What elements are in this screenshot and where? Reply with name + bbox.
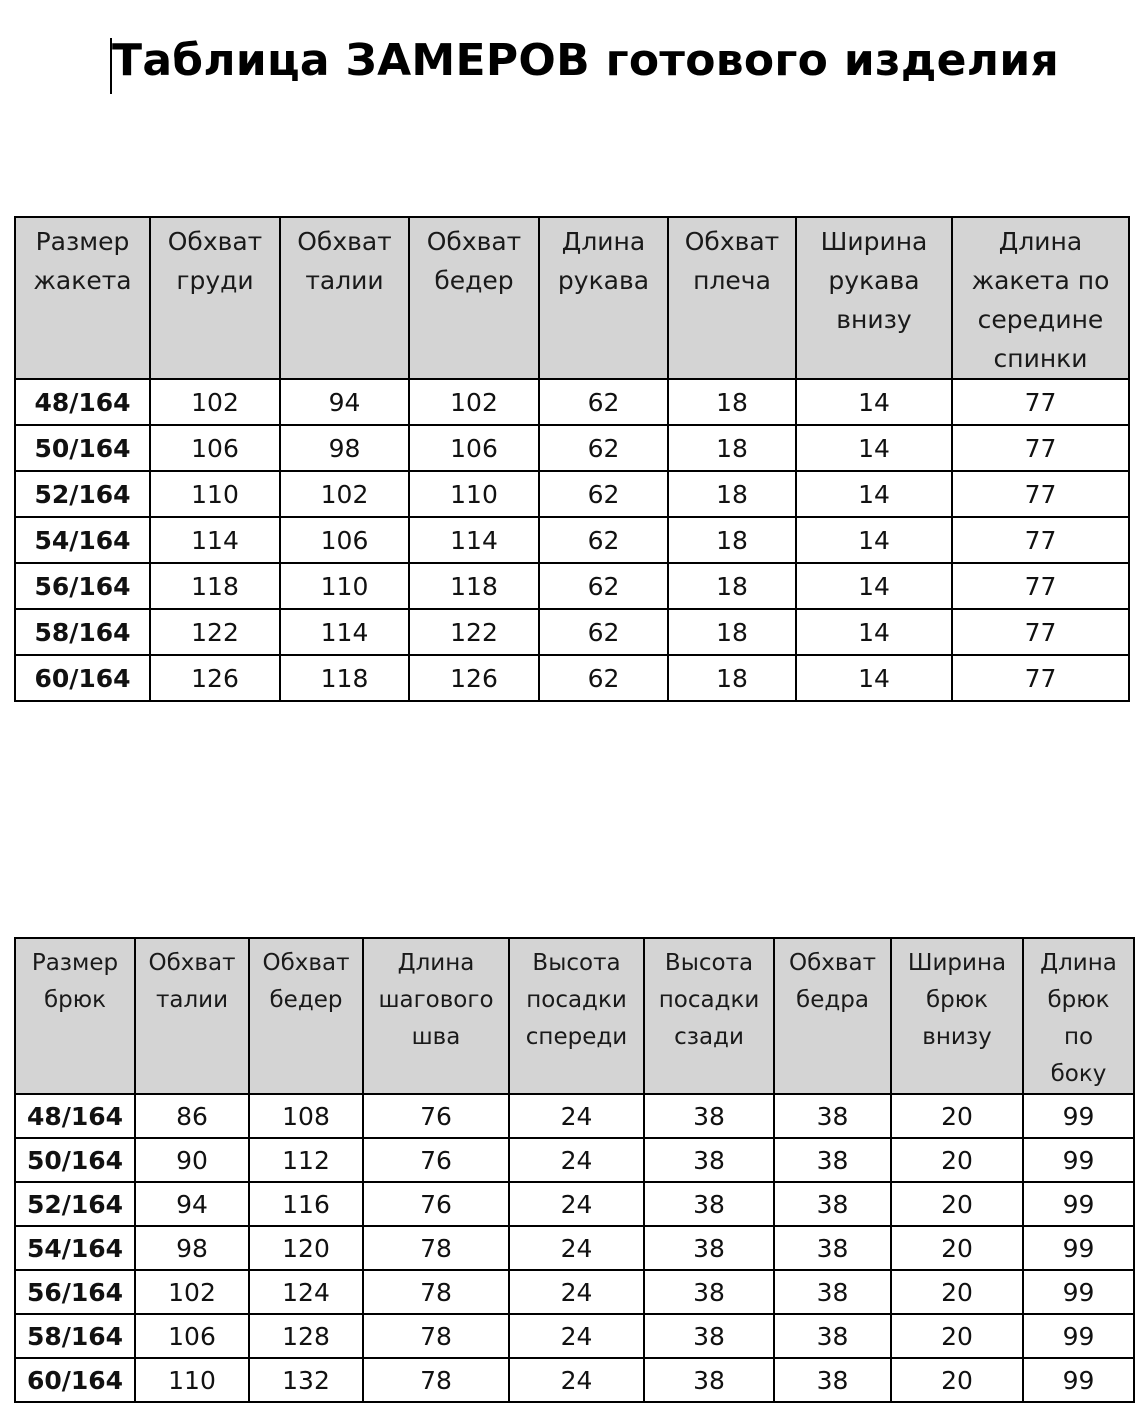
jacket-measurements-table bbox=[14, 216, 1130, 702]
table-cell: 77 bbox=[952, 655, 1129, 701]
column-header-label: по bbox=[1063, 1024, 1094, 1050]
table-cell: 14 bbox=[796, 425, 952, 471]
table-cell: 38 bbox=[774, 1314, 891, 1358]
table-cell: 18 bbox=[668, 471, 796, 517]
table-cell: 102 bbox=[409, 379, 539, 425]
table-cell: 126 bbox=[150, 655, 280, 701]
column-header-label: плеча bbox=[693, 266, 771, 295]
table-cell: 38 bbox=[644, 1138, 774, 1182]
table-cell: 18 bbox=[668, 425, 796, 471]
trousers-column-header bbox=[891, 938, 1023, 1094]
table-cell: 116 bbox=[249, 1182, 363, 1226]
trousers-column-header bbox=[363, 938, 509, 1094]
column-header-label: Ширина bbox=[907, 950, 1007, 976]
table-cell: 120 bbox=[249, 1226, 363, 1270]
table-cell: 14 bbox=[796, 655, 952, 701]
trousers-table-body bbox=[15, 1094, 1134, 1402]
table-cell: 38 bbox=[774, 1226, 891, 1270]
column-header-label: спереди bbox=[525, 1024, 628, 1050]
table-cell: 38 bbox=[774, 1094, 891, 1138]
table-cell: 118 bbox=[280, 655, 409, 701]
table-cell: 18 bbox=[668, 563, 796, 609]
table-cell: 38 bbox=[774, 1182, 891, 1226]
column-header-label: талии bbox=[305, 266, 384, 295]
column-header-label: Обхват bbox=[262, 950, 350, 976]
column-header-label: Обхват bbox=[297, 227, 392, 256]
table-cell: 20 bbox=[891, 1358, 1023, 1402]
column-header-label: рукава bbox=[557, 266, 650, 295]
column-header-label: брюк bbox=[1047, 987, 1110, 1013]
column-header-label: бедер bbox=[434, 266, 514, 295]
jacket-header-row bbox=[15, 217, 1129, 379]
column-header-label: Обхват bbox=[684, 227, 780, 256]
trousers-column-header bbox=[644, 938, 774, 1094]
size-cell: 48/164 bbox=[15, 1094, 135, 1138]
column-header-label: брюк bbox=[43, 987, 107, 1013]
trousers-column-header bbox=[774, 938, 891, 1094]
table-cell: 77 bbox=[952, 563, 1129, 609]
column-header-label: Длина bbox=[397, 950, 475, 976]
table-cell: 110 bbox=[409, 471, 539, 517]
table-cell: 38 bbox=[774, 1138, 891, 1182]
table-cell: 62 bbox=[539, 425, 668, 471]
trousers-table-header bbox=[15, 938, 1134, 1094]
table-cell: 24 bbox=[509, 1314, 644, 1358]
table-cell: 76 bbox=[363, 1182, 509, 1226]
table-cell: 77 bbox=[952, 379, 1129, 425]
table-cell: 18 bbox=[668, 655, 796, 701]
size-cell: 52/164 bbox=[15, 1182, 135, 1226]
table-cell: 38 bbox=[644, 1226, 774, 1270]
table-cell: 106 bbox=[280, 517, 409, 563]
column-header-label: Длина bbox=[561, 227, 646, 256]
size-cell: 58/164 bbox=[15, 609, 150, 655]
table-cell: 78 bbox=[363, 1226, 509, 1270]
table-row bbox=[15, 1226, 1134, 1270]
trousers-column-header bbox=[15, 938, 135, 1094]
column-header-label: внизу bbox=[836, 305, 912, 334]
column-header-label: середине bbox=[977, 305, 1104, 334]
table-cell: 38 bbox=[644, 1314, 774, 1358]
table-cell: 78 bbox=[363, 1270, 509, 1314]
table-cell: 62 bbox=[539, 517, 668, 563]
column-header-label: посадки bbox=[658, 987, 760, 1013]
column-header-label: груди bbox=[176, 266, 254, 295]
table-row bbox=[15, 1138, 1134, 1182]
trousers-column-header bbox=[135, 938, 249, 1094]
size-cell: 48/164 bbox=[15, 379, 150, 425]
table-cell: 38 bbox=[774, 1270, 891, 1314]
table-row bbox=[15, 563, 1129, 609]
size-cell: 50/164 bbox=[15, 1138, 135, 1182]
column-header-label: жакета по bbox=[971, 266, 1110, 295]
table-cell: 94 bbox=[135, 1182, 249, 1226]
table-cell: 18 bbox=[668, 517, 796, 563]
table-cell: 24 bbox=[509, 1182, 644, 1226]
table-cell: 94 bbox=[280, 379, 409, 425]
table-cell: 122 bbox=[409, 609, 539, 655]
table-cell: 118 bbox=[150, 563, 280, 609]
table-row bbox=[15, 1094, 1134, 1138]
column-header-label: жакета bbox=[33, 266, 132, 295]
table-cell: 99 bbox=[1023, 1182, 1134, 1226]
table-cell: 114 bbox=[409, 517, 539, 563]
column-header-label: шва bbox=[411, 1024, 461, 1050]
table-cell: 99 bbox=[1023, 1358, 1134, 1402]
table-cell: 14 bbox=[796, 517, 952, 563]
table-cell: 78 bbox=[363, 1314, 509, 1358]
trousers-column-header bbox=[509, 938, 644, 1094]
column-header-label: Длина bbox=[1040, 950, 1117, 976]
column-header-label: сзади bbox=[674, 1024, 744, 1050]
jacket-column-header bbox=[15, 217, 150, 379]
size-cell: 60/164 bbox=[15, 1358, 135, 1402]
column-header-label: внизу bbox=[922, 1024, 992, 1050]
table-cell: 62 bbox=[539, 379, 668, 425]
column-header-label: Ширина bbox=[820, 227, 928, 256]
size-cell: 52/164 bbox=[15, 471, 150, 517]
table-row bbox=[15, 425, 1129, 471]
table-cell: 99 bbox=[1023, 1226, 1134, 1270]
table-cell: 86 bbox=[135, 1094, 249, 1138]
table-row bbox=[15, 1314, 1134, 1358]
column-header-label: шагового bbox=[378, 987, 494, 1013]
column-header-label: Размер bbox=[35, 227, 130, 256]
jacket-column-header bbox=[796, 217, 952, 379]
jacket-column-header bbox=[150, 217, 280, 379]
table-row bbox=[15, 1358, 1134, 1402]
jacket-column-header bbox=[280, 217, 409, 379]
table-cell: 76 bbox=[363, 1138, 509, 1182]
table-cell: 20 bbox=[891, 1314, 1023, 1358]
column-header-label: боку bbox=[1050, 1061, 1107, 1087]
table-cell: 118 bbox=[409, 563, 539, 609]
table-cell: 24 bbox=[509, 1138, 644, 1182]
column-header-label: Обхват bbox=[789, 950, 876, 976]
table-cell: 77 bbox=[952, 609, 1129, 655]
table-cell: 106 bbox=[150, 425, 280, 471]
table-cell: 14 bbox=[796, 379, 952, 425]
table-cell: 102 bbox=[150, 379, 280, 425]
table-cell: 77 bbox=[952, 517, 1129, 563]
size-cell: 56/164 bbox=[15, 563, 150, 609]
size-cell: 58/164 bbox=[15, 1314, 135, 1358]
table-cell: 108 bbox=[249, 1094, 363, 1138]
column-header-label: спинки bbox=[993, 344, 1088, 373]
table-cell: 99 bbox=[1023, 1314, 1134, 1358]
table-cell: 24 bbox=[509, 1358, 644, 1402]
table-row bbox=[15, 1270, 1134, 1314]
table-cell: 110 bbox=[150, 471, 280, 517]
table-cell: 99 bbox=[1023, 1270, 1134, 1314]
table-cell: 110 bbox=[280, 563, 409, 609]
table-cell: 112 bbox=[249, 1138, 363, 1182]
table-cell: 20 bbox=[891, 1094, 1023, 1138]
table-cell: 90 bbox=[135, 1138, 249, 1182]
table-cell: 20 bbox=[891, 1226, 1023, 1270]
jacket-column-header bbox=[952, 217, 1129, 379]
table-cell: 38 bbox=[644, 1270, 774, 1314]
table-row bbox=[15, 517, 1129, 563]
table-cell: 62 bbox=[539, 609, 668, 655]
table-cell: 99 bbox=[1023, 1094, 1134, 1138]
table-row bbox=[15, 379, 1129, 425]
table-cell: 99 bbox=[1023, 1138, 1134, 1182]
table-cell: 106 bbox=[135, 1314, 249, 1358]
table-cell: 62 bbox=[539, 655, 668, 701]
column-header-label: Высота bbox=[664, 950, 754, 976]
size-cell: 60/164 bbox=[15, 655, 150, 701]
table-cell: 62 bbox=[539, 563, 668, 609]
size-cell: 54/164 bbox=[15, 1226, 135, 1270]
column-header-label: посадки bbox=[526, 987, 627, 1013]
table-cell: 98 bbox=[135, 1226, 249, 1270]
size-cell: 56/164 bbox=[15, 1270, 135, 1314]
table-cell: 122 bbox=[150, 609, 280, 655]
trousers-column-header bbox=[249, 938, 363, 1094]
jacket-column-header bbox=[539, 217, 668, 379]
table-cell: 62 bbox=[539, 471, 668, 517]
column-header-label: Обхват bbox=[167, 227, 263, 256]
column-header-label: бедра bbox=[796, 987, 869, 1013]
table-cell: 14 bbox=[796, 471, 952, 517]
table-cell: 110 bbox=[135, 1358, 249, 1402]
column-header-label: бедер bbox=[269, 987, 343, 1013]
table-cell: 77 bbox=[952, 471, 1129, 517]
table-cell: 106 bbox=[409, 425, 539, 471]
table-row bbox=[15, 471, 1129, 517]
page-title: Таблица ЗАМЕРОВ готового изделия bbox=[112, 35, 1060, 86]
table-cell: 18 bbox=[668, 379, 796, 425]
jacket-column-header bbox=[409, 217, 539, 379]
trousers-header-row bbox=[15, 938, 1134, 1094]
table-cell: 38 bbox=[644, 1358, 774, 1402]
table-row bbox=[15, 655, 1129, 701]
table-cell: 20 bbox=[891, 1270, 1023, 1314]
column-header-label: Обхват bbox=[148, 950, 236, 976]
table-cell: 77 bbox=[952, 425, 1129, 471]
column-header-label: Высота bbox=[532, 950, 621, 976]
column-header-label: Размер bbox=[31, 950, 119, 976]
size-cell: 50/164 bbox=[15, 425, 150, 471]
column-header-label: талии bbox=[155, 987, 229, 1013]
column-header-label: Длина bbox=[998, 227, 1083, 256]
column-header-label: рукава bbox=[828, 266, 920, 295]
table-cell: 20 bbox=[891, 1138, 1023, 1182]
table-cell: 114 bbox=[280, 609, 409, 655]
table-cell: 98 bbox=[280, 425, 409, 471]
table-row bbox=[15, 609, 1129, 655]
table-cell: 24 bbox=[509, 1094, 644, 1138]
table-cell: 132 bbox=[249, 1358, 363, 1402]
table-cell: 24 bbox=[509, 1226, 644, 1270]
jacket-table-body bbox=[15, 379, 1129, 701]
table-cell: 126 bbox=[409, 655, 539, 701]
trousers-measurements-table bbox=[14, 937, 1135, 1403]
size-cell: 54/164 bbox=[15, 517, 150, 563]
table-cell: 24 bbox=[509, 1270, 644, 1314]
table-cell: 38 bbox=[644, 1182, 774, 1226]
table-cell: 114 bbox=[150, 517, 280, 563]
column-header-label: Обхват bbox=[426, 227, 522, 256]
trousers-column-header bbox=[1023, 938, 1134, 1094]
jacket-table-header bbox=[15, 217, 1129, 379]
table-cell: 76 bbox=[363, 1094, 509, 1138]
table-cell: 18 bbox=[668, 609, 796, 655]
table-cell: 78 bbox=[363, 1358, 509, 1402]
table-cell: 102 bbox=[280, 471, 409, 517]
jacket-column-header bbox=[668, 217, 796, 379]
column-header-label: брюк bbox=[925, 987, 989, 1013]
table-row bbox=[15, 1182, 1134, 1226]
table-cell: 20 bbox=[891, 1182, 1023, 1226]
table-cell: 38 bbox=[774, 1358, 891, 1402]
table-cell: 102 bbox=[135, 1270, 249, 1314]
table-cell: 124 bbox=[249, 1270, 363, 1314]
table-cell: 14 bbox=[796, 563, 952, 609]
table-cell: 38 bbox=[644, 1094, 774, 1138]
table-cell: 128 bbox=[249, 1314, 363, 1358]
table-cell: 14 bbox=[796, 609, 952, 655]
